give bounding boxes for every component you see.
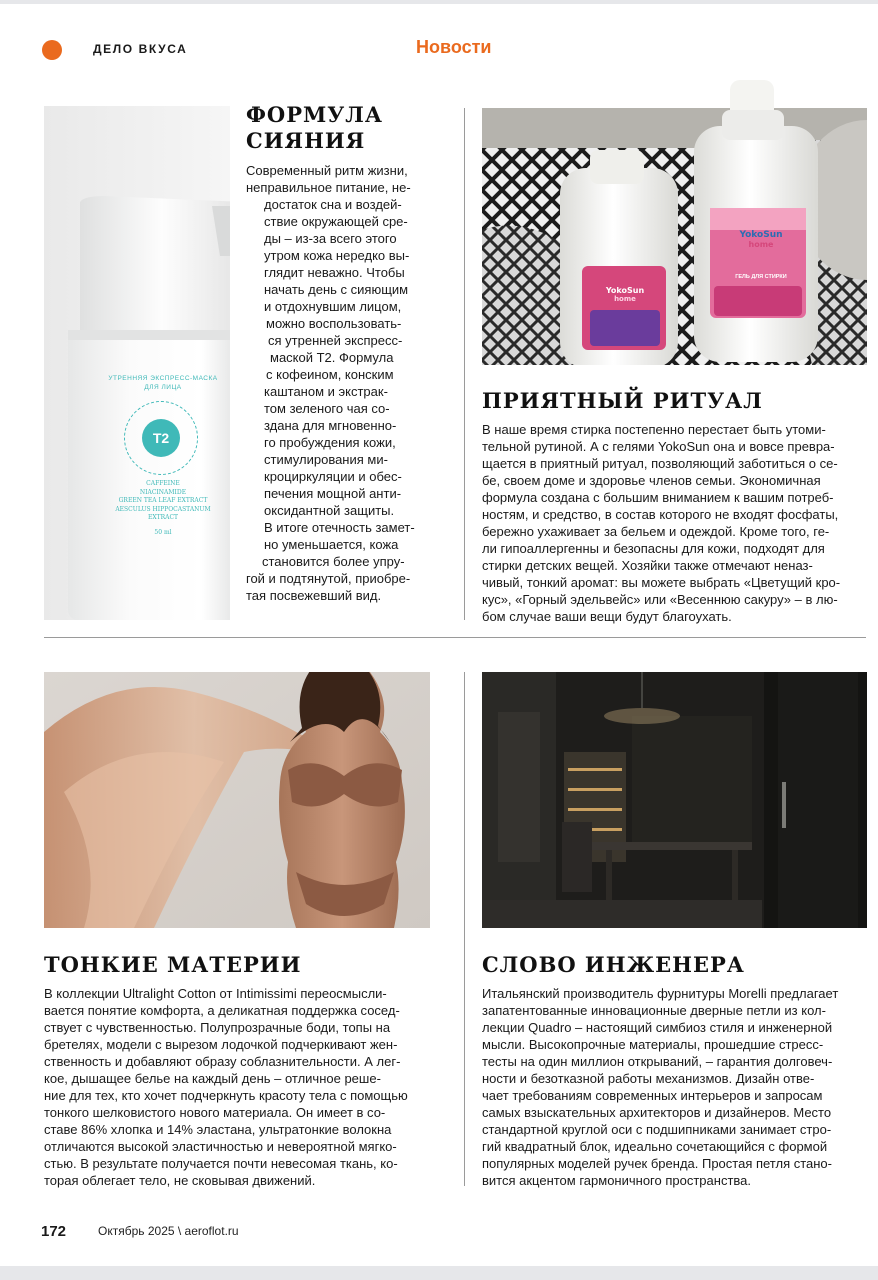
body-line: популярных моделей ручек бренда. Простая петля стано- <box>482 1156 832 1171</box>
volume: 50 ml <box>154 528 172 536</box>
pack-label-line: УТРЕННЯЯ ЭКСПРЕСС-МАСКА <box>108 375 218 382</box>
article-title-fabric: ТОНКИЕ МАТЕРИИ <box>44 952 302 977</box>
body-line: вится акцентом гармоничного пространства. <box>482 1173 751 1188</box>
body-line: ностям, и средство, в состав которого не входят фосфаты, <box>482 507 839 522</box>
body-line: мысли. Высокопрочные материалы, прошедшие стресс- <box>482 1037 824 1052</box>
body-line: ствие окружающей сре- <box>264 214 408 229</box>
column-divider-top <box>464 108 465 620</box>
body-line: бретелях, модели с вырезом лодочкой подчеркивают жен- <box>44 1037 398 1052</box>
body-line: ности и безотказной работы механизмов. Дизайн отве- <box>482 1071 815 1086</box>
body-line: но уменьшается, кожа <box>264 537 399 552</box>
body-line: В коллекции Ultralight Cotton от Intimissimi переосмысли- <box>44 986 387 1001</box>
yokosun-logo-small <box>590 286 660 304</box>
interior-door-photo <box>482 672 867 928</box>
body-line: неправильное питание, не- <box>246 180 411 195</box>
body-line: самых взыскательных архитекторов и дизайнеров. Место <box>482 1105 832 1120</box>
t2-ingredients <box>88 480 230 537</box>
body-line: тонкого шелковистого нового материала. Он имеет в со- <box>44 1105 386 1120</box>
body-line: Современный ритм жизни, <box>246 163 408 178</box>
section-title: ДЕЛО ВКУСА <box>93 42 188 56</box>
yokosun-logo-big <box>726 230 796 250</box>
magazine-page <box>0 4 878 1266</box>
body-line: ние для тех, кто хочет подчеркнуть красоту тела с помощью <box>44 1088 408 1103</box>
row-divider <box>44 637 866 638</box>
body-line: кое, дышащее белье на каждый день – отличное реше- <box>44 1071 381 1086</box>
page-number: 172 <box>41 1223 67 1240</box>
body-line: том зеленого чая со- <box>264 401 390 416</box>
body-line: го пробуждения кожи, <box>264 435 396 450</box>
body-line: гой и подтянутой, приобре- <box>246 571 411 586</box>
article-title-engineer: СЛОВО ИНЖЕНЕРА <box>482 952 745 977</box>
body-line: тесты на один миллион открываний, – гарантия долговеч- <box>482 1054 833 1069</box>
brand-sub-text: home <box>614 295 636 303</box>
body-line: чивый, тонкий аромат: вы можете выбрать «Цветущий кро- <box>482 575 841 590</box>
article-body-engineer <box>482 985 838 1189</box>
body-line: здана для мгновенно- <box>264 418 397 433</box>
body-line: бе, своем доме и здоровье членов семьи. Экономичная <box>482 473 821 488</box>
body-line: ды – из-за всего этого <box>264 231 397 246</box>
body-line: ствует с чувственностью. Полупрозрачные боди, топы на <box>44 1020 391 1035</box>
body-line: утром кожа нередко вы- <box>264 248 410 263</box>
title-line: ФОРМУЛА <box>246 102 383 127</box>
body-line: стью. В результате получается почти невесомая ткань, ко- <box>44 1156 398 1171</box>
body-line: запатентованные инновационные дверные петли из кол- <box>482 1003 826 1018</box>
yokosun-label-text: ГЕЛЬ ДЛЯ СТИРКИ <box>735 274 787 280</box>
body-line: В итоге отечность замет- <box>264 520 415 535</box>
body-line: начать день с сияющим <box>264 282 409 297</box>
body-line: Итальянский производитель фурнитуры Morelli предлагает <box>482 986 839 1001</box>
pack-label-line: ДЛЯ ЛИЦА <box>144 384 182 391</box>
body-line: щается в приятный ритуал, позволяющий заботиться о се- <box>482 456 838 471</box>
body-line: ли гипоаллергенны и безопасны для кожи, подходят для <box>482 541 825 556</box>
body-line: с кофеином, конским <box>266 367 394 382</box>
article-body-fabric <box>44 985 408 1189</box>
body-line: каштаном и экстрак- <box>264 384 388 399</box>
column-divider-bottom <box>464 672 465 1186</box>
article-title-formula <box>246 102 383 154</box>
body-line: тая посвежевший вид. <box>246 588 382 603</box>
ingredient: GREEN TEA LEAF EXTRACT <box>118 497 208 504</box>
body-line: В наше время стирка постепенно перестает быть утоми- <box>482 422 826 437</box>
body-line: вается понятие комфорта, а деликатная поддержка сосед- <box>44 1003 400 1018</box>
footer-issue-site: Октябрь 2025 \ aeroflot.ru <box>98 1224 239 1238</box>
body-line: достаток сна и воздей- <box>264 197 402 212</box>
body-line: становится более упру- <box>262 554 405 569</box>
body-line: ся утренней экспресс- <box>268 333 403 348</box>
body-line: торая облегает тело, не сковывая движений. <box>44 1173 316 1188</box>
ingredient: CAFFEINE <box>146 480 180 487</box>
body-line: оксидантной защиты. <box>264 503 395 518</box>
body-line: лекции Quadro – настоящий симбиоз стиля и инженерной <box>482 1020 833 1035</box>
ingredient: EXTRACT <box>147 514 179 521</box>
yokosun-gel-photo <box>482 80 867 365</box>
body-line: кроциркуляции и обес- <box>264 469 402 484</box>
body-line: можно воспользовать- <box>266 316 402 331</box>
body-line: маской T2. Формула <box>270 350 394 365</box>
body-line: бом случае ваши вещи будут благоухать. <box>482 609 732 624</box>
body-line: ставе 86% хлопка и 14% эластана, ультратонкие волокна <box>44 1122 392 1137</box>
brand-sub-text: home <box>748 240 774 249</box>
ingredient: NIACINAMIDE <box>139 488 187 496</box>
rubric-title: Новости <box>416 37 492 57</box>
t2-logo-text: T2 <box>142 419 180 457</box>
body-line: и отдохнувшим лицом, <box>264 299 402 314</box>
body-line: тельной рутиной. А с гелями YokoSun она и вовсе превра- <box>482 439 835 454</box>
body-line: бережно ухаживает за бельем и одеждой. Кроме того, ге- <box>482 524 830 539</box>
body-line: стимулирования ми- <box>264 452 388 467</box>
body-line: отличаются высокой эластичностью и невероятной мягко- <box>44 1139 397 1154</box>
article-body-ritual <box>482 421 840 625</box>
title-line: СИЯНИЯ <box>246 128 366 153</box>
section-marker-dot <box>42 40 62 60</box>
body-line: стандартной круглой оси с подшипниками занимает стро- <box>482 1122 832 1137</box>
body-line: чает требованиям современных интерьеров и запросам <box>482 1088 823 1103</box>
t2-pack-label <box>88 374 230 392</box>
ingredient: AESCULUS HIPPOCASTANUM <box>115 505 211 513</box>
body-line: гий квадратный блок, идеально сочетающийся с формой <box>482 1139 828 1154</box>
article-title-ritual: ПРИЯТНЫЙ РИТУАЛ <box>482 388 763 413</box>
lingerie-photo <box>44 672 430 928</box>
body-line: стирки детских вещей. Хозяйки также отмечают неназ- <box>482 558 813 573</box>
body-line: формула создана с большим вниманием к вашим потреб- <box>482 490 834 505</box>
brand-text: YokoSun <box>739 230 783 240</box>
body-line: ственность и добавляют образу соблазнительности. А лег- <box>44 1054 401 1069</box>
t2-logo <box>124 401 198 475</box>
body-line: кус», «Горный эдельвейс» или «Весеннюю сакуру» – в лю- <box>482 592 838 607</box>
body-line: глядит неважно. Чтобы <box>264 265 405 280</box>
t2-mask-photo <box>44 106 230 620</box>
body-line: печения мощной анти- <box>264 486 402 501</box>
brand-text: YokoSun <box>605 286 645 295</box>
